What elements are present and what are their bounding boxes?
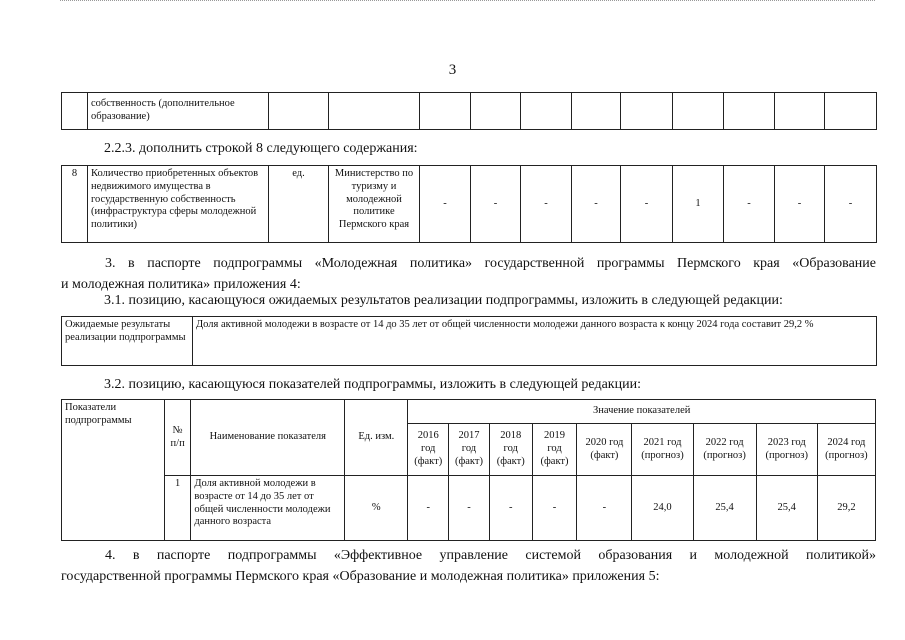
value-cell: -: [408, 476, 449, 541]
value-cell: -: [577, 476, 632, 541]
value-cell: -: [724, 166, 775, 243]
value-cell: 1: [673, 166, 724, 243]
para-3-1: 3.1. позицию, касающуюся ожидаемых результатов реализации подпрограммы, изложить в следующей редакции:: [104, 293, 783, 308]
value-cell: -: [489, 476, 532, 541]
value-cell: 24,0: [632, 476, 693, 541]
table-row-8: [61, 165, 877, 243]
para-4-line-1: 4. в паспорте подпрограммы «Эффективное управление системой образования и молодежной политикой»: [105, 548, 876, 563]
indicators-label: Показатели подпрограммы: [62, 400, 165, 541]
para-3: [61, 253, 876, 295]
value-cell: -: [521, 166, 572, 243]
ministry: Министерство по туризму и молодежной политике Пермского края: [329, 166, 420, 243]
value-cell: -: [471, 166, 521, 243]
unit: ед.: [269, 166, 329, 243]
col-name-header: Наименование показателя: [191, 400, 345, 476]
cell-empty: [62, 93, 88, 130]
year-header: 2016 год (факт): [408, 424, 449, 476]
value-cell: -: [572, 166, 621, 243]
para-4: [61, 545, 876, 587]
scan-top-edge: [60, 0, 875, 2]
para-3-line-1: 3. в паспорте подпрограммы «Молодежная политика» государственной программы Пермского края «Образование: [105, 256, 876, 271]
value-cell: -: [825, 166, 877, 243]
value-cell: 29,2: [817, 476, 875, 541]
value-cell: -: [621, 166, 673, 243]
table-continuation: [61, 92, 877, 130]
para-2-2-3: 2.2.3. дополнить строкой 8 следующего содержания:: [104, 141, 418, 156]
year-header: 2017 год (факт): [449, 424, 490, 476]
year-header: 2020 год (факт): [577, 424, 632, 476]
cell-ownership: собственность (дополнительное образование): [88, 93, 269, 130]
table-indicators: [61, 399, 876, 541]
value-cell: -: [449, 476, 490, 541]
row-number: 1: [164, 476, 190, 541]
year-header: 2022 год (прогноз): [693, 424, 756, 476]
table-expected-results: [61, 316, 877, 366]
results-label: Ожидаемые результаты реализации подпрограммы: [62, 317, 193, 366]
value-cell: -: [420, 166, 471, 243]
para-4-line-2: государственной программы Пермского края «Образование и молодежная политика» приложения 5:: [61, 569, 660, 584]
unit: %: [345, 476, 408, 541]
para-3-2: 3.2. позицию, касающуюся показателей подпрограммы, изложить в следующей редакции:: [104, 377, 641, 392]
year-header: 2024 год (прогноз): [817, 424, 875, 476]
year-header: 2021 год (прогноз): [632, 424, 693, 476]
para-3-line-2: и молодежная политика» приложения 4:: [61, 277, 301, 292]
results-text: Доля активной молодежи в возрасте от 14 до 35 лет от общей численности молодежи данного возраста к концу 2024 года составит 29,2 %: [193, 317, 877, 366]
year-header: 2023 год (прогноз): [756, 424, 817, 476]
value-cell: 25,4: [693, 476, 756, 541]
value-cell: -: [775, 166, 825, 243]
value-cell: 25,4: [756, 476, 817, 541]
col-unit-header: Ед. изм.: [345, 400, 408, 476]
page-number: 3: [448, 62, 457, 78]
indicator-name: Количество приобретенных объектов недвижимого имущества в государственную собственность (инфраструктура сферы молодежной политики): [88, 166, 269, 243]
values-header: Значение показателей: [408, 400, 876, 424]
year-header: 2019 год (факт): [532, 424, 577, 476]
value-cell: -: [532, 476, 577, 541]
indicator-name: Доля активной молодежи в возрасте от 14 до 35 лет от общей численности молодежи данного возраста: [191, 476, 345, 541]
row-number: 8: [62, 166, 88, 243]
year-header: 2018 год (факт): [489, 424, 532, 476]
col-num-header: № п/п: [164, 400, 190, 476]
